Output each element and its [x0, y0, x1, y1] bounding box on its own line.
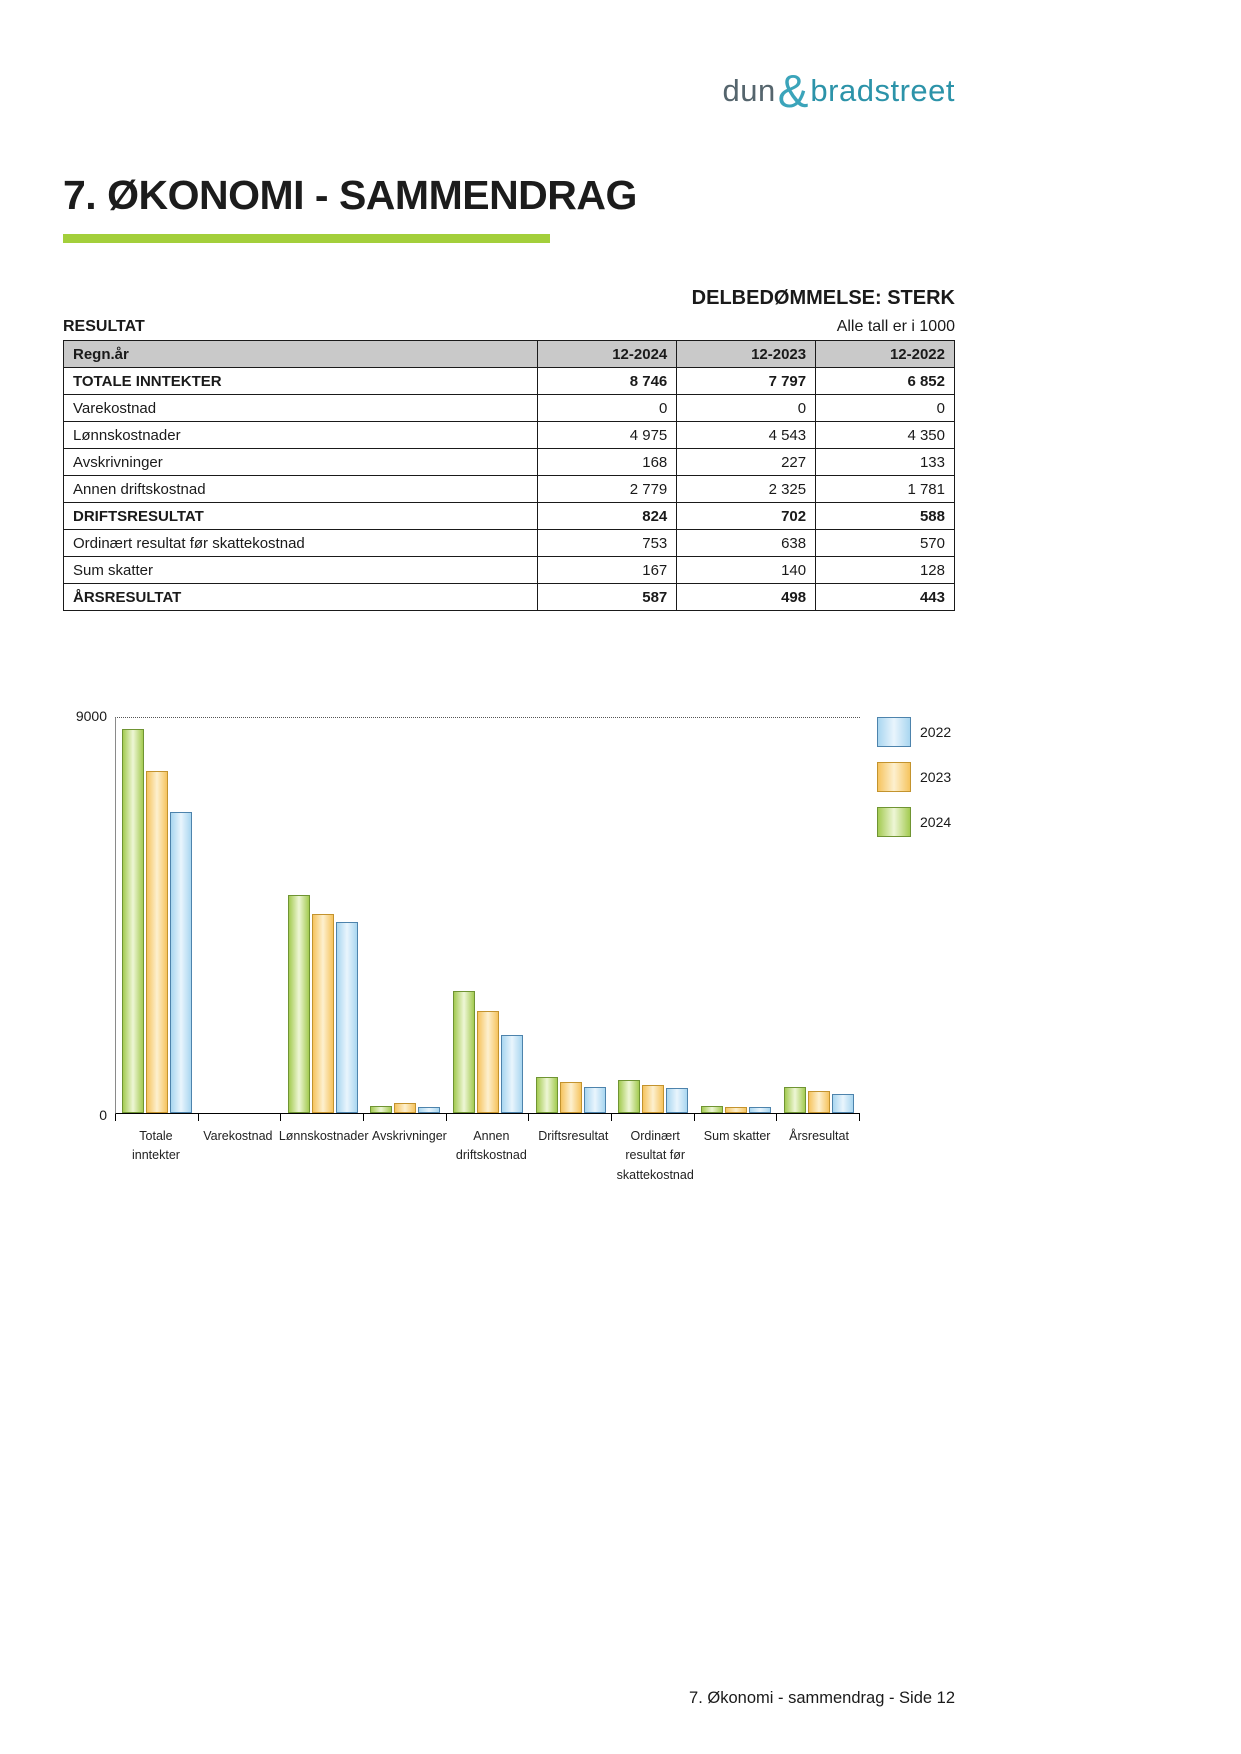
bar-group	[777, 718, 860, 1113]
bar-2023	[642, 1085, 664, 1113]
y-axis-max-label: 9000	[75, 708, 107, 724]
bar-2023	[146, 771, 168, 1113]
logo-text-bradstreet: bradstreet	[810, 73, 955, 108]
table-row	[64, 422, 955, 449]
axis-tick	[198, 1114, 281, 1121]
page-footer: 7. Økonomi - sammendrag - Side 12	[689, 1689, 955, 1707]
logo-text-dun: dun	[722, 73, 776, 108]
axis-tick	[611, 1114, 694, 1121]
row-value: 4 350	[816, 422, 955, 449]
bar-2022	[832, 1094, 854, 1113]
chart-plot-wrap	[75, 708, 860, 1123]
rating-label: DELBEDØMMELSE: STERK	[691, 287, 955, 309]
bar-2024	[784, 1087, 806, 1113]
column-header-12-2024: 12-2024	[538, 341, 677, 368]
row-value: 588	[816, 503, 955, 530]
bar-group	[695, 718, 778, 1113]
axis-tick	[446, 1114, 529, 1121]
row-value: 753	[538, 530, 677, 557]
section-label: RESULTAT	[63, 318, 145, 335]
row-value: 443	[816, 584, 955, 611]
dun-bradstreet-logo	[63, 65, 955, 117]
row-label: Avskrivninger	[64, 449, 538, 476]
category-label: Annen driftskostnad	[455, 1129, 527, 1163]
row-value: 2 779	[538, 476, 677, 503]
chart-ticks	[115, 1114, 860, 1121]
row-value: 8 746	[538, 368, 677, 395]
chart-legend	[877, 717, 951, 837]
bar-2023	[312, 914, 334, 1113]
bar-group	[281, 718, 364, 1113]
chart-labels	[115, 1121, 860, 1185]
category-label: Årsresultat	[789, 1129, 849, 1143]
y-axis-min-label: 0	[99, 1107, 107, 1123]
units-note: Alle tall er i 1000	[836, 318, 955, 335]
legend-swatch	[877, 762, 911, 792]
row-value: 133	[816, 449, 955, 476]
chart-plot	[115, 717, 860, 1114]
row-label: DRIFTSRESULTAT	[64, 503, 538, 530]
table-row	[64, 530, 955, 557]
category-label: Ordinært resultat før skattekostnad	[616, 1129, 694, 1182]
category-label: Driftsresultat	[538, 1129, 609, 1143]
chart-plot-column	[75, 708, 860, 1185]
table-row	[64, 557, 955, 584]
row-value: 6 852	[816, 368, 955, 395]
title-rule	[63, 234, 550, 243]
table-row	[64, 503, 955, 530]
bar-2023	[808, 1091, 830, 1113]
row-value: 227	[677, 449, 816, 476]
legend-swatch	[877, 717, 911, 747]
bar-2023	[394, 1103, 416, 1113]
legend-label: 2023	[920, 769, 952, 785]
chart-row	[63, 708, 955, 1185]
row-label: TOTALE INNTEKTER	[64, 368, 538, 395]
bar-2023	[477, 1011, 499, 1113]
column-header-regnar: Regn.år	[64, 341, 538, 368]
bar-2023	[560, 1082, 582, 1113]
page-title: 7. ØKONOMI - SAMMENDRAG	[63, 172, 637, 218]
bar-2024	[288, 895, 310, 1113]
legend-item	[877, 717, 951, 747]
table-row	[64, 476, 955, 503]
bar-2022	[584, 1087, 606, 1113]
column-header-12-2023: 12-2023	[677, 341, 816, 368]
results-table	[63, 340, 955, 611]
bar-2022	[170, 812, 192, 1113]
bar-group	[447, 718, 530, 1113]
row-value: 498	[677, 584, 816, 611]
row-value: 570	[816, 530, 955, 557]
bar-2022	[666, 1088, 688, 1113]
bar-group	[199, 718, 282, 1113]
legend-label: 2024	[920, 814, 952, 830]
row-value: 2 325	[677, 476, 816, 503]
category-label: Sum skatter	[703, 1129, 771, 1143]
row-value: 824	[538, 503, 677, 530]
axis-tick	[363, 1114, 446, 1121]
row-value: 168	[538, 449, 677, 476]
row-value: 0	[677, 395, 816, 422]
bar-2024	[122, 729, 144, 1113]
legend-swatch	[877, 807, 911, 837]
row-value: 1 781	[816, 476, 955, 503]
bar-group	[116, 718, 199, 1113]
row-label: ÅRSRESULTAT	[64, 584, 538, 611]
row-value: 7 797	[677, 368, 816, 395]
row-value: 4 975	[538, 422, 677, 449]
results-table-body	[64, 368, 955, 611]
row-value: 128	[816, 557, 955, 584]
table-row	[64, 449, 955, 476]
category-label: Avskrivninger	[372, 1129, 447, 1143]
legend-label: 2022	[920, 724, 952, 740]
bar-group	[529, 718, 612, 1113]
page-content	[63, 0, 955, 1185]
row-label: Sum skatter	[64, 557, 538, 584]
bar-2022	[501, 1035, 523, 1113]
bar-2022	[749, 1107, 771, 1113]
table-row	[64, 368, 955, 395]
row-value: 140	[677, 557, 816, 584]
row-label: Varekostnad	[64, 395, 538, 422]
bar-2022	[336, 922, 358, 1113]
row-label: Lønnskostnader	[64, 422, 538, 449]
row-value: 167	[538, 557, 677, 584]
axis-tick	[528, 1114, 611, 1121]
axis-tick	[694, 1114, 777, 1121]
bar-2022	[418, 1107, 440, 1113]
axis-tick	[280, 1114, 363, 1121]
row-value: 4 543	[677, 422, 816, 449]
table-row	[64, 584, 955, 611]
bar-2024	[618, 1080, 640, 1113]
row-label: Ordinært resultat før skattekostnad	[64, 530, 538, 557]
legend-item	[877, 807, 951, 837]
bar-2024	[453, 991, 475, 1113]
bar-group	[364, 718, 447, 1113]
row-value: 0	[816, 395, 955, 422]
bar-2024	[536, 1077, 558, 1113]
bar-2023	[725, 1107, 747, 1113]
row-value: 0	[538, 395, 677, 422]
bar-group	[612, 718, 695, 1113]
row-value: 702	[677, 503, 816, 530]
axis-tick	[776, 1114, 859, 1121]
category-label: Totale inntekter	[131, 1129, 180, 1163]
row-label: Annen driftskostnad	[64, 476, 538, 503]
row-value: 638	[677, 530, 816, 557]
category-label: Varekostnad	[203, 1129, 273, 1143]
bar-2024	[370, 1106, 392, 1113]
column-header-12-2022: 12-2022	[816, 341, 955, 368]
chart	[63, 708, 955, 1185]
axis-tick	[115, 1114, 198, 1121]
logo-ampersand-icon: &	[777, 65, 809, 117]
category-label: Lønnskostnader	[278, 1129, 369, 1143]
row-value: 587	[538, 584, 677, 611]
table-row	[64, 395, 955, 422]
table-header-row	[64, 341, 955, 368]
table-subheader-row	[63, 318, 955, 336]
legend-item	[877, 762, 951, 792]
bar-2024	[701, 1106, 723, 1113]
